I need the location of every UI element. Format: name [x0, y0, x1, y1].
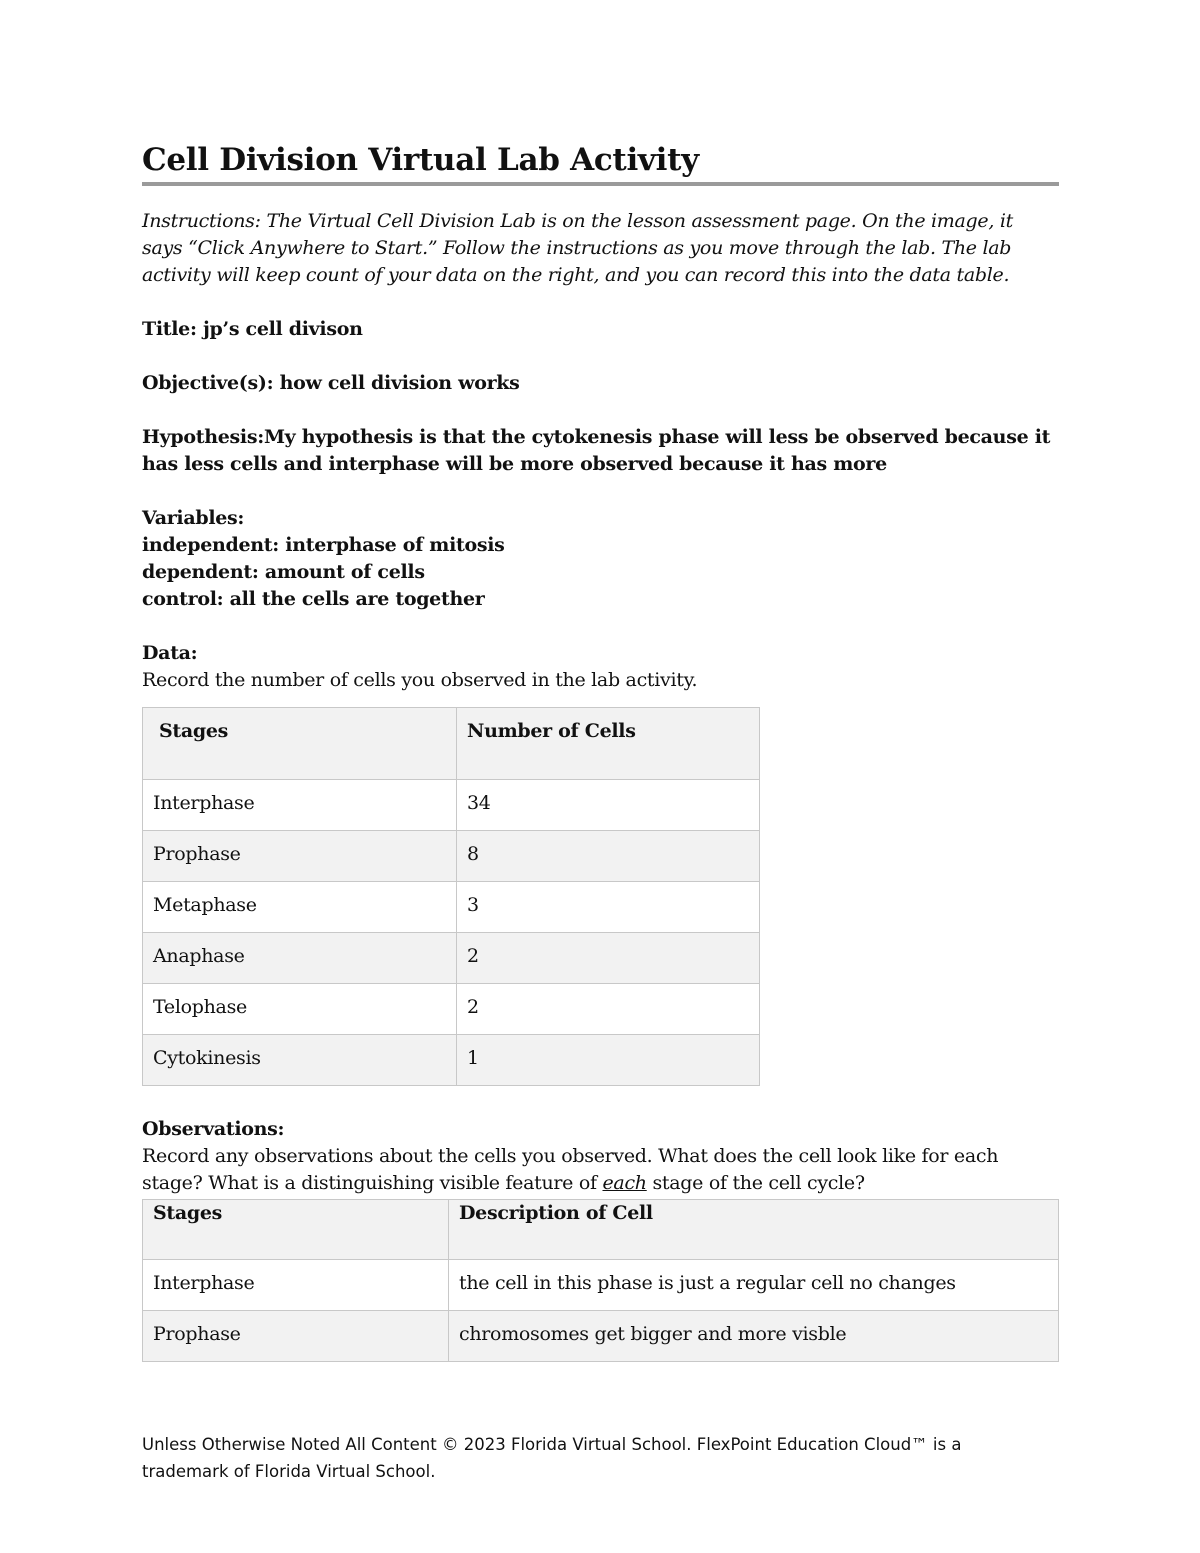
stage-cell[interactable]: Prophase — [143, 1311, 449, 1362]
data-table — [142, 707, 760, 1086]
description-cell[interactable]: the cell in this phase is just a regular cell no changes — [449, 1260, 1059, 1311]
count-cell[interactable]: 2 — [457, 933, 760, 984]
objective-field: Objective(s): how cell division works — [142, 372, 520, 394]
count-cell[interactable]: 2 — [457, 984, 760, 1035]
variables-label: Variables: — [142, 507, 245, 529]
document-title: Cell Division Virtual Lab Activity — [142, 142, 699, 178]
data-header-number: Number of Cells — [457, 708, 760, 780]
data-table-header — [143, 708, 760, 780]
independent-variable: independent: interphase of mitosis — [142, 534, 505, 556]
count-cell[interactable]: 8 — [457, 831, 760, 882]
observations-instruction-part2: stage of the cell cycle? — [646, 1172, 865, 1194]
table-row — [143, 984, 760, 1035]
table-row — [143, 831, 760, 882]
count-cell[interactable]: 34 — [457, 780, 760, 831]
data-label: Data: — [142, 642, 198, 664]
obs-header-description: Description of Cell — [449, 1200, 1059, 1260]
stage-cell[interactable]: Metaphase — [143, 882, 457, 933]
data-header-stages: Stages — [143, 708, 457, 780]
title-field: Title: jp’s cell divison — [142, 318, 363, 340]
observations-instruction-part1: Record any observations about the cells you observed. What does the cell look like for each stage? What is a distinguishing visible feature of — [142, 1145, 999, 1194]
title-underline — [142, 182, 1059, 186]
table-row — [143, 1260, 1059, 1311]
table-row — [143, 780, 760, 831]
observations-table-header — [143, 1200, 1059, 1260]
table-row — [143, 1311, 1059, 1362]
stage-cell[interactable]: Cytokinesis — [143, 1035, 457, 1086]
data-instruction: Record the number of cells you observed in the lab activity. — [142, 669, 698, 691]
page-footer: Unless Otherwise Noted All Content © 2023 Florida Virtual School. FlexPoint Education Cloud™ is a trademark of Florida Virtual School. — [142, 1435, 962, 1481]
table-row — [143, 933, 760, 984]
hypothesis-field: Hypothesis:My hypothesis is that the cytokenesis phase will less be observed because it has less cells and interphase will be more observed because it has more — [142, 426, 1051, 475]
obs-header-stages: Stages — [143, 1200, 449, 1260]
document-page — [142, 140, 1059, 1362]
stage-cell[interactable]: Interphase — [143, 1260, 449, 1311]
count-cell[interactable]: 1 — [457, 1035, 760, 1086]
description-cell[interactable]: chromosomes get bigger and more visble — [449, 1311, 1059, 1362]
observations-label: Observations: — [142, 1118, 285, 1140]
observations-emphasis: each — [602, 1172, 647, 1194]
dependent-variable: dependent: amount of cells — [142, 561, 425, 583]
table-row — [143, 882, 760, 933]
count-cell[interactable]: 3 — [457, 882, 760, 933]
stage-cell[interactable]: Telophase — [143, 984, 457, 1035]
control-variable: control: all the cells are together — [142, 588, 485, 610]
stage-cell[interactable]: Interphase — [143, 780, 457, 831]
stage-cell[interactable]: Prophase — [143, 831, 457, 882]
observations-table — [142, 1199, 1059, 1362]
observations-instruction — [142, 1143, 1059, 1197]
instructions-text: Instructions: The Virtual Cell Division Lab is on the lesson assessment page. On the image, it says “Click Anywhere to Start.” Follow the instructions as you move through the lab. The lab activity will keep count of your data on the right, and you can record this into the data table. — [142, 210, 1013, 286]
table-row — [143, 1035, 760, 1086]
stage-cell[interactable]: Anaphase — [143, 933, 457, 984]
